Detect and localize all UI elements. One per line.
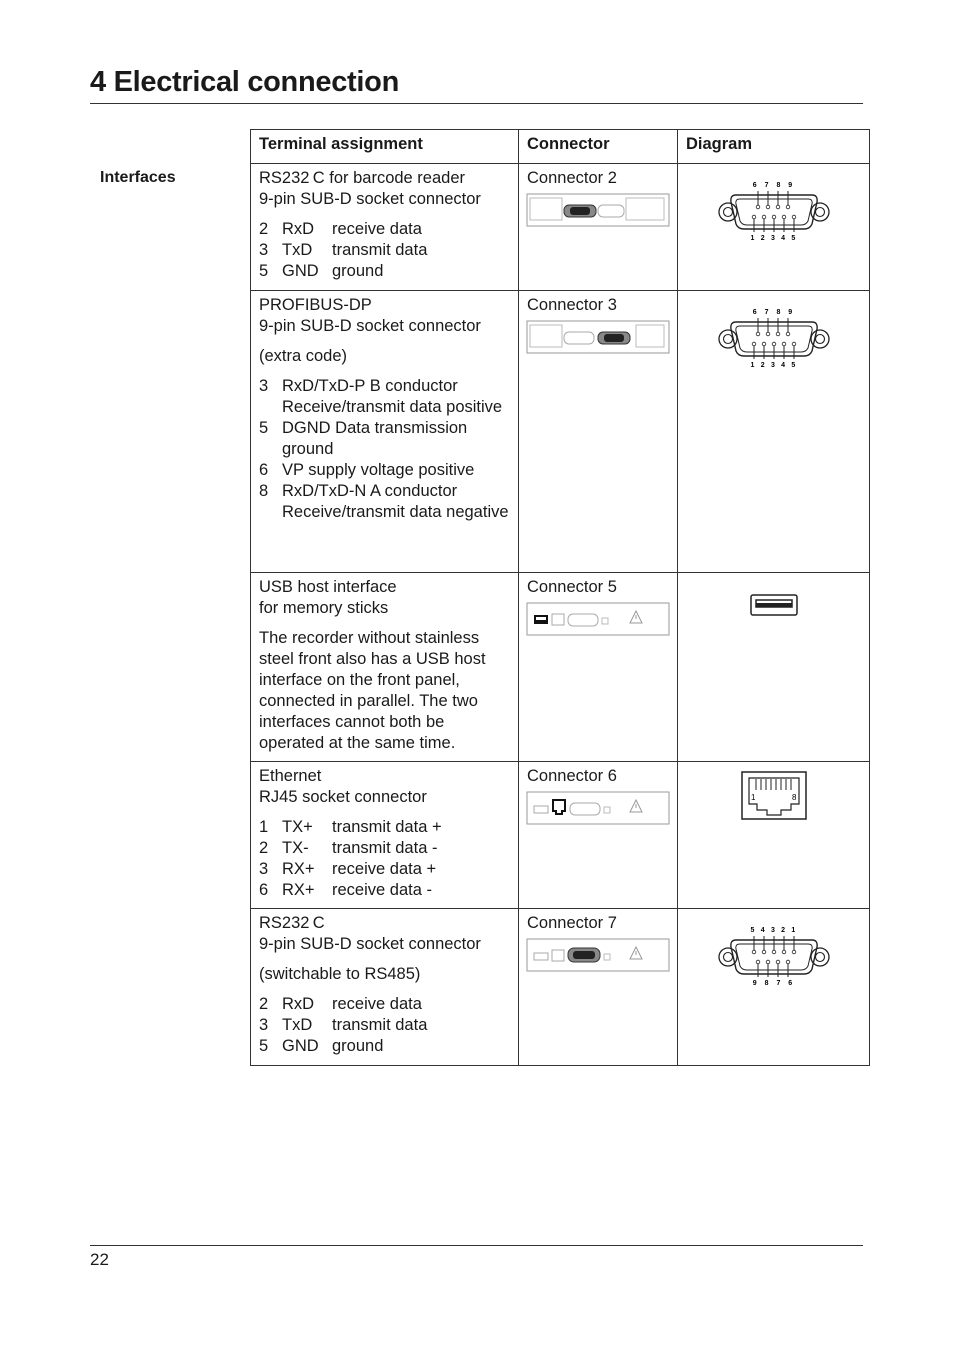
usb-socket-icon <box>749 593 799 619</box>
diagram-top-pins: 5 4 3 2 1 <box>749 927 798 934</box>
connector-label: Connector 7 <box>527 914 617 932</box>
footer-rule <box>90 1245 863 1246</box>
rear-panel-connector-icon <box>526 320 670 354</box>
table-row <box>251 291 870 573</box>
pin-entry: 8 RxD/TxD-N A conductor Receive/transmit data negative <box>259 482 509 521</box>
diagram-pin-1: 1 <box>750 793 755 802</box>
rear-panel-connector-icon <box>526 791 670 825</box>
pin-entry: 5 GND ground <box>259 262 384 280</box>
table-row <box>251 909 870 1066</box>
terminal-assignment-cell <box>251 164 519 291</box>
pin-list <box>259 817 510 901</box>
diagram-cell <box>678 573 870 762</box>
table-row <box>251 164 870 291</box>
pin-entry: 1 TX+ transmit data + <box>259 818 442 836</box>
pin-entry: 3 TxD transmit data <box>259 1016 428 1034</box>
pin-list <box>259 376 510 523</box>
diagram-cell <box>678 291 870 573</box>
rear-panel-connector-icon <box>526 193 670 227</box>
assignment-heading: Ethernet RJ45 socket connector <box>259 767 427 806</box>
pin-entry: 3 RX+ receive data + <box>259 860 437 878</box>
connector-cell <box>519 909 678 1066</box>
diagram-top-pins: 6 7 8 9 <box>752 309 795 316</box>
connector-cell <box>519 762 678 909</box>
subd-9-socket-icon <box>718 305 830 367</box>
assignment-heading: RS232 C for barcode reader 9-pin SUB-D socket connector <box>259 169 481 208</box>
diagram-cell <box>678 762 870 909</box>
terminal-assignment-cell <box>251 909 519 1066</box>
pin-list <box>259 994 510 1057</box>
diagram-bottom-pins: 1 2 3 4 5 <box>749 235 798 240</box>
chapter-title: 4 Electrical connection <box>90 66 399 98</box>
rear-panel-connector-icon <box>526 602 670 636</box>
assignment-note: The recorder without stainless steel front also has a USB host interface on the front panel, connected in parallel. The two interfaces cannot both be operated at the same time. <box>259 629 486 752</box>
diagram-pin-8: 8 <box>791 793 796 802</box>
terminal-assignment-cell <box>251 573 519 762</box>
connector-label: Connector 6 <box>527 767 617 785</box>
column-header-terminal-assignment: Terminal assignment <box>251 130 519 164</box>
assignment-note: (extra code) <box>259 347 348 365</box>
header-rule <box>90 103 863 104</box>
diagram-cell <box>678 164 870 291</box>
diagram-cell <box>678 909 870 1066</box>
assignment-heading: USB host interface for memory sticks <box>259 578 397 617</box>
pin-entry: 2 TX- transmit data - <box>259 839 438 857</box>
table-row <box>251 573 870 762</box>
pin-entry: 3 RxD/TxD-P B conductor Receive/transmit data positive <box>259 377 503 416</box>
pin-list <box>259 219 510 282</box>
pin-entry: 5 DGND Data transmission ground <box>259 419 468 458</box>
pin-entry: 6 RX+ receive data - <box>259 881 432 899</box>
terminal-assignment-cell <box>251 762 519 909</box>
pin-entry: 6 VP supply voltage positive <box>259 461 475 479</box>
page-number: 22 <box>90 1250 109 1269</box>
column-header-connector: Connector <box>519 130 678 164</box>
rear-panel-connector-icon <box>526 938 670 972</box>
assignment-heading: PROFIBUS-DP 9-pin SUB-D socket connector <box>259 296 481 335</box>
assignment-note: (switchable to RS485) <box>259 965 421 983</box>
pin-entry: 3 TxD transmit data <box>259 241 428 259</box>
connector-cell <box>519 164 678 291</box>
pin-entry: 2 RxD receive data <box>259 220 422 238</box>
interfaces-table <box>250 129 870 1066</box>
rj45-socket-icon <box>740 770 808 822</box>
diagram-top-pins: 6 7 8 9 <box>752 182 795 189</box>
connector-cell <box>519 573 678 762</box>
table-header-row <box>251 130 870 164</box>
subd-9-socket-icon <box>718 178 830 240</box>
connector-label: Connector 3 <box>527 296 617 314</box>
terminal-assignment-cell <box>251 291 519 573</box>
section-label: Interfaces <box>100 169 176 186</box>
connector-cell <box>519 291 678 573</box>
column-header-diagram: Diagram <box>678 130 870 164</box>
diagram-bottom-pins: 1 2 3 4 5 <box>749 362 798 367</box>
pin-entry: 5 GND ground <box>259 1037 384 1055</box>
diagram-bottom-pins: 9 8 7 6 <box>752 980 795 985</box>
assignment-heading: RS232 C 9-pin SUB-D socket connector <box>259 914 481 953</box>
connector-label: Connector 5 <box>527 578 617 596</box>
table-row <box>251 762 870 909</box>
connector-label: Connector 2 <box>527 169 617 187</box>
pin-entry: 2 RxD receive data <box>259 995 422 1013</box>
subd-9-plug-icon <box>718 923 830 985</box>
